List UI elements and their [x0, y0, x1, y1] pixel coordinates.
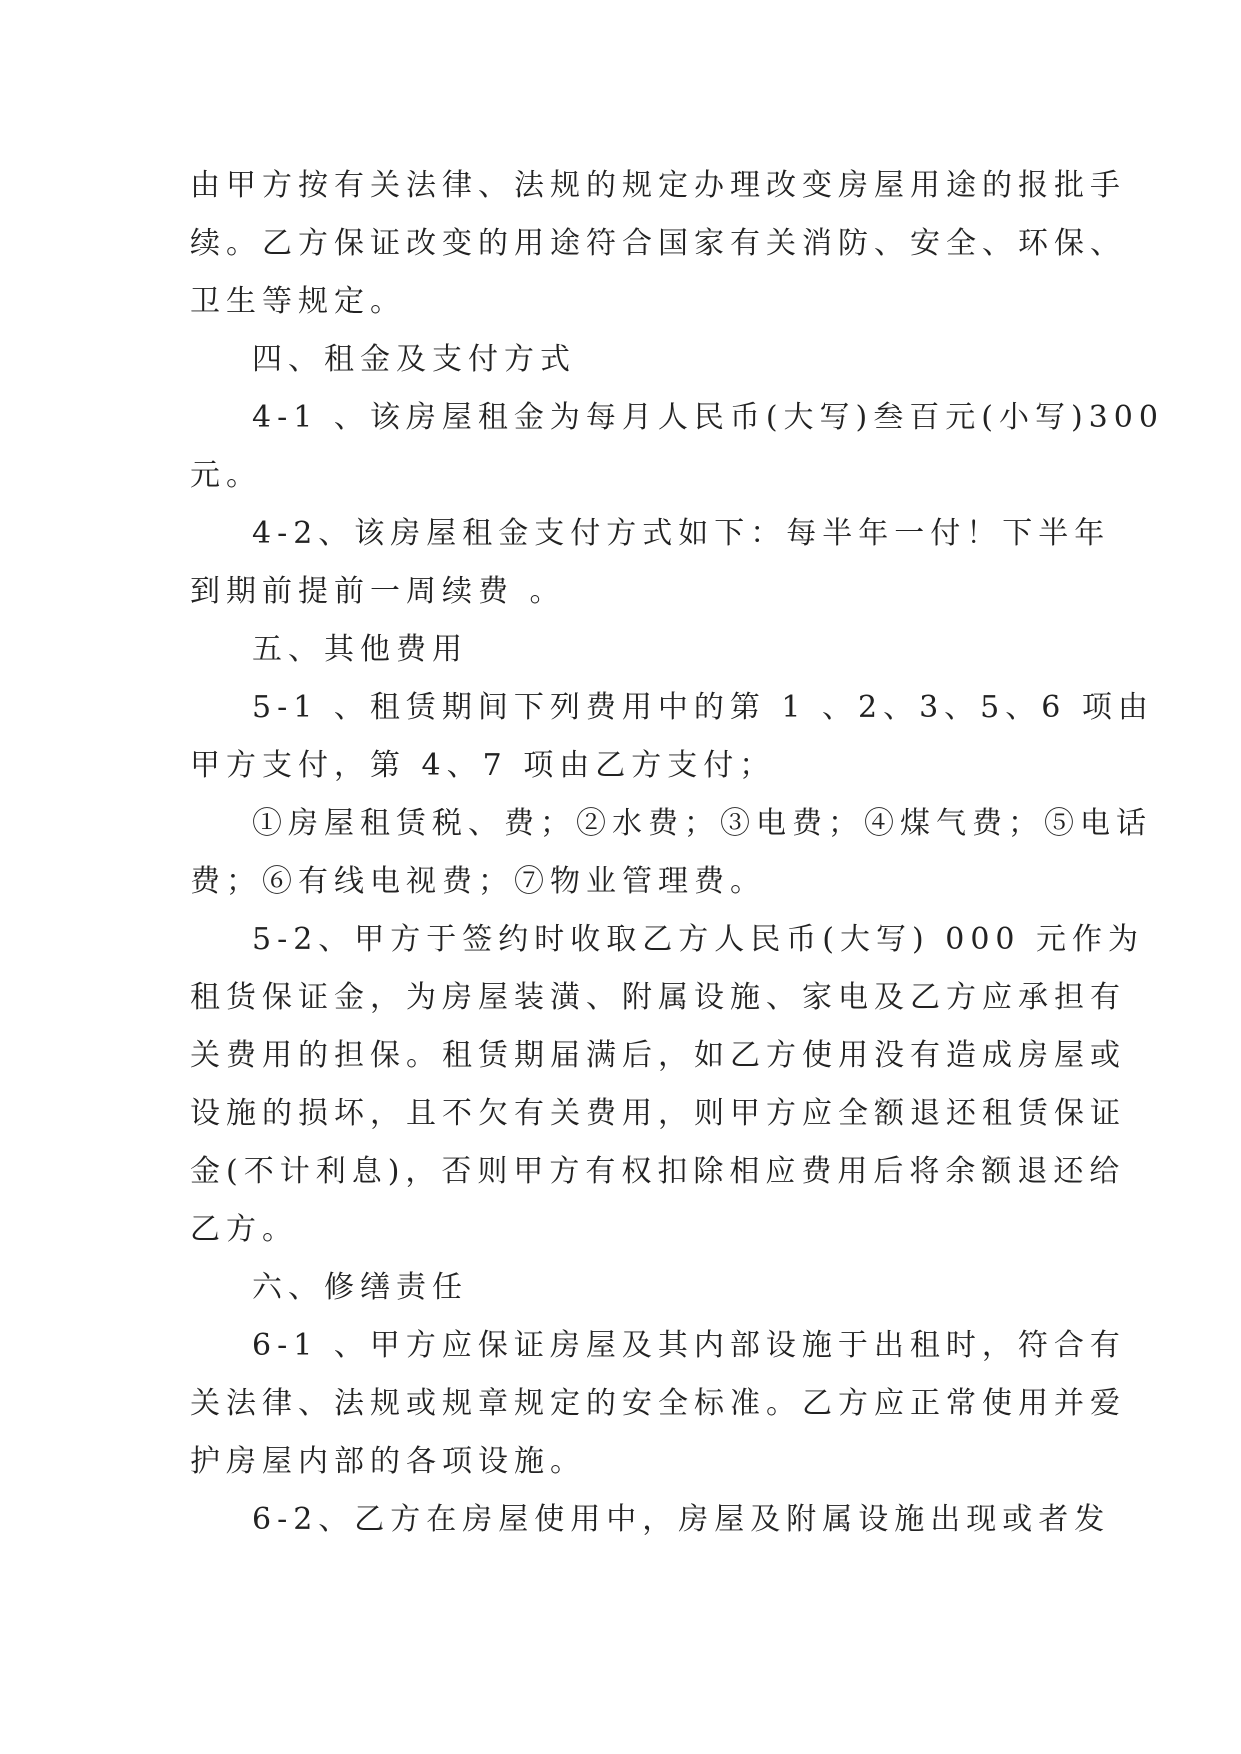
text-line: 金(不计利息)，否则甲方有权扣除相应费用后将余额退还给: [190, 1154, 1126, 1189]
text-line: ①房屋租赁税、费；②水费；③电费；④煤气费；⑤电话: [252, 806, 1152, 841]
text-line: 5-1 、租赁期间下列费用中的第 1 、2、3、5、6 项由: [252, 690, 1154, 725]
text-line: 由甲方按有关法律、法规的规定办理改变房屋用途的报批手: [190, 168, 1126, 203]
text-line: 关法律、法规或规章规定的安全标准。乙方应正常使用并爱: [190, 1386, 1126, 1421]
text-line: 元。: [190, 458, 262, 493]
text-line: 费；⑥有线电视费；⑦物业管理费。: [190, 864, 766, 899]
text-line: 护房屋内部的各项设施。: [190, 1444, 586, 1479]
text-line: 卫生等规定。: [190, 284, 406, 319]
text-line: 设施的损坏，且不欠有关费用，则甲方应全额退还租赁保证: [190, 1096, 1126, 1131]
text-line: 关费用的担保。租赁期届满后，如乙方使用没有造成房屋或: [190, 1038, 1126, 1073]
text-line: 6-2、乙方在房屋使用中，房屋及附属设施出现或者发: [252, 1502, 1111, 1537]
section-heading-rent: 四、租金及支付方式: [252, 342, 576, 377]
text-line: 乙方。: [190, 1212, 298, 1247]
section-heading-other-fees: 五、其他费用: [252, 632, 468, 667]
text-line: 6-1 、甲方应保证房屋及其内部设施于出租时，符合有: [252, 1328, 1126, 1363]
text-line: 4-2、该房屋租金支付方式如下：每半年一付！下半年: [252, 516, 1111, 551]
text-line: 5-2、甲方于签约时收取乙方人民币(大写) 000 元作为: [252, 922, 1145, 957]
text-line: 甲方支付，第 4、7 项由乙方支付；: [190, 748, 776, 783]
text-line: 续。乙方保证改变的用途符合国家有关消防、安全、环保、: [190, 226, 1126, 261]
text-line: 租货保证金，为房屋装潢、附属设施、家电及乙方应承担有: [190, 980, 1126, 1015]
text-line: 4-1 、该房屋租金为每月人民币(大写)叁百元(小写)300: [252, 400, 1164, 435]
section-heading-repair: 六、修缮责任: [252, 1270, 468, 1305]
text-line: 到期前提前一周续费 。: [190, 574, 566, 609]
